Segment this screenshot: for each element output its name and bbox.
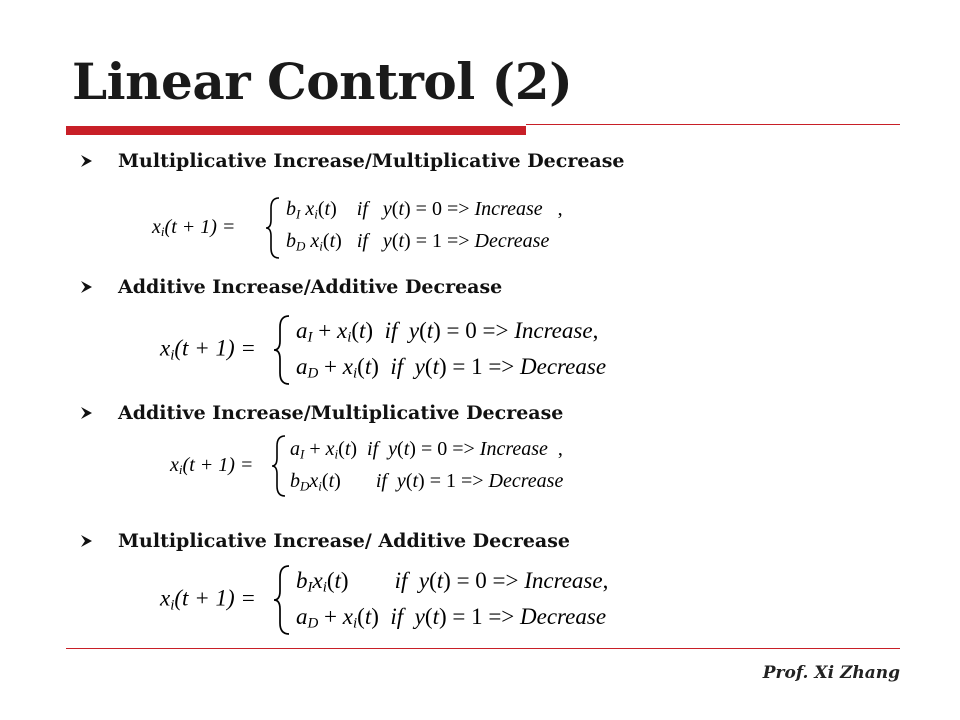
bullet-item-3 (80, 402, 563, 424)
equation-case-increase: $a_I + x_i(t)$ if y(t) = 0 => Increase , (290, 438, 563, 462)
arrowhead-bullet-icon (80, 280, 106, 294)
equation-case-increase: $b_Ix_i(t)$ if y(t) = 0 => Increase, (296, 568, 609, 596)
equation-lhs: $x_i(t + 1)$ = (160, 335, 256, 364)
equation-4 (160, 564, 660, 636)
equation-2 (160, 314, 660, 386)
bullet-label: Multiplicative Increase/Multiplicative Decrease (118, 150, 625, 172)
equation-case-decrease: $a_D + x_i(t)$ if y(t) = 1 => Decrease (296, 604, 607, 632)
bullet-item-1 (80, 150, 625, 172)
left-brace-icon (270, 434, 288, 498)
equation-case-decrease: $b_Dx_i(t)$ if y(t) = 1 => Decrease (290, 470, 564, 494)
bullet-item-2 (80, 276, 502, 298)
equation-case-decrease: $a_D + x_i(t)$ if y(t) = 1 => Decrease (296, 354, 607, 382)
title-rule (526, 124, 900, 125)
left-brace-icon (272, 314, 292, 386)
bullet-label: Additive Increase/Multiplicative Decrease (118, 402, 564, 424)
left-brace-icon (272, 564, 292, 636)
slide-title: Linear Control (2) (72, 52, 573, 111)
footer-rule (66, 648, 900, 649)
arrowhead-bullet-icon (80, 534, 106, 548)
title-accent-bar (66, 126, 526, 135)
bullet-label: Multiplicative Increase/ Additive Decrease (118, 530, 571, 552)
equation-lhs: $x_i(t + 1)$ = (160, 585, 256, 614)
equation-3 (170, 434, 650, 498)
arrowhead-bullet-icon (80, 406, 106, 420)
equation-lhs: $x_i(t + 1)$ = (170, 453, 254, 478)
arrowhead-bullet-icon (80, 154, 106, 168)
footer-author: Prof. Xi Zhang (762, 663, 900, 683)
equation-case-increase: $b_I$ $x_i(t)$ if y(t) = 0 => Increase , (286, 198, 563, 222)
equation-1 (152, 196, 652, 260)
equation-lhs: $x_i(t + 1)$ = (152, 215, 236, 240)
bullet-item-4 (80, 530, 570, 552)
left-brace-icon (264, 196, 282, 260)
equation-case-decrease: $b_D$ $x_i(t)$ if y(t) = 1 => Decrease (286, 230, 550, 254)
equation-case-increase: $a_I + x_i(t)$ if y(t) = 0 => Increase, (296, 318, 599, 346)
bullet-label: Additive Increase/Additive Decrease (118, 276, 503, 298)
